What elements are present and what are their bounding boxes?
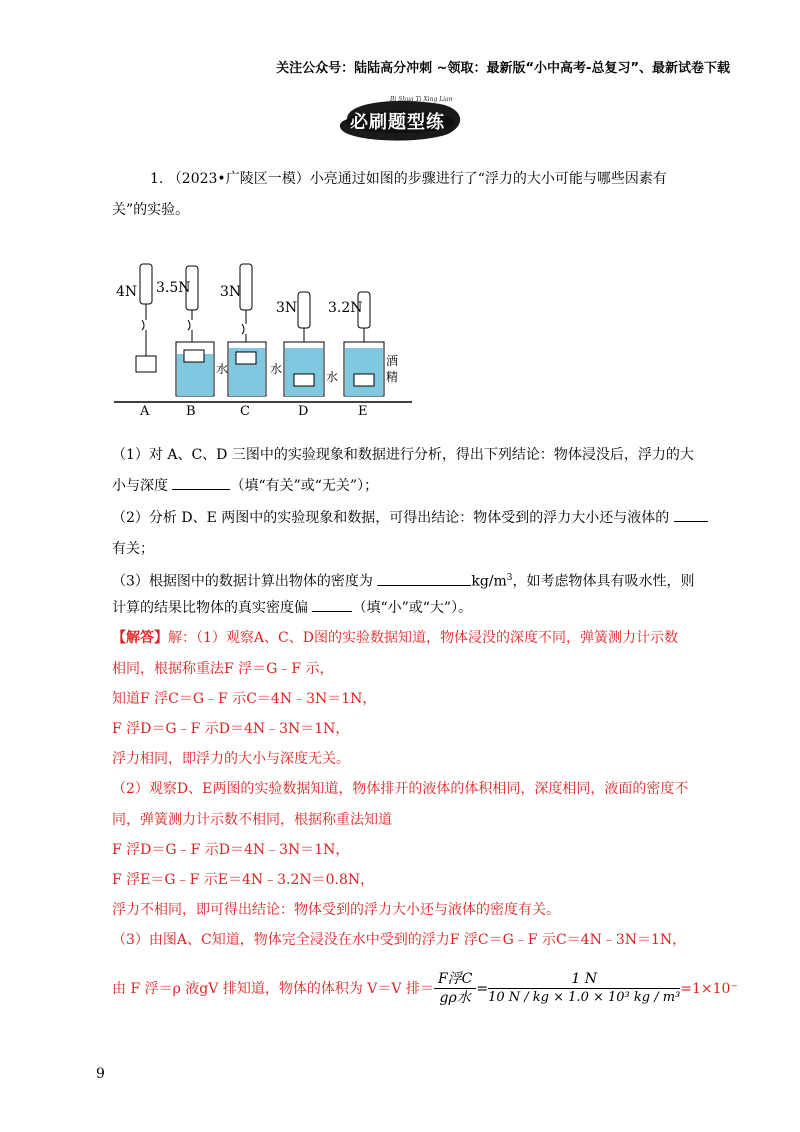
liquid-label-b: 水 — [216, 362, 229, 376]
answer-line-9: F 浮E＝G﹣F 示E＝4N﹣3.2N＝0.8N， — [112, 872, 375, 888]
liquid-label-c: 水 — [270, 362, 283, 376]
sub1-line-b: 小与深度 （填“有关”或“无关”）； — [112, 478, 379, 494]
label-a: A — [140, 404, 150, 419]
label-d: D — [298, 404, 309, 419]
answer-line-1: 【解答】解：（1）观察A、C、D图的实验数据知道，物体浸没的深度不同，弹簧测力计示数 — [112, 630, 678, 646]
answer-line-8: F 浮D＝G﹣F 示D＝4N﹣3N＝1N， — [112, 842, 350, 858]
answer-blank-4[interactable] — [312, 599, 352, 612]
sub3-line-a: （3）根据图中的数据计算出物体的密度为 $kg/m^3$，如考虑物体具有吸水性，则 — [112, 573, 695, 590]
experiment-figure — [108, 258, 418, 420]
answer-line-3: 知道F 浮C＝G﹣F 示C＝4N﹣3N＝1N， — [112, 691, 377, 707]
scale-a — [136, 264, 156, 372]
fraction-values: $\frac{1 N}{\text{10 N / kg × 1.0 × 10³ kg / m³}}$ — [488, 971, 681, 1005]
logo-subtitle: Bi Shua Ti Xing Lian — [390, 96, 453, 103]
liquid-label-d: 水 — [326, 370, 339, 384]
section-logo — [330, 94, 470, 144]
sub3-line-b: 计算的结果比物体的真实密度偏 （填“小”或“大”）。 — [112, 600, 473, 616]
answer-line-7: 同，弹簧测力计示数不相同，根据称重法知道 — [112, 812, 392, 828]
reading-d: 3N — [276, 300, 298, 316]
logo-title: 必刷题型练 — [350, 112, 445, 133]
answer-line-11: （3）由图A、C知道，物体完全浸没在水中受到的浮力F 浮C＝G﹣F 示C＝4N﹣3N＝1N， — [112, 932, 687, 948]
label-e: E — [358, 404, 368, 419]
reading-c: 3N — [220, 284, 242, 300]
question-line-1: 1. （2023•广陵区一模）小亮通过如图的步骤进行了“浮力的大小可能与哪些因素有 — [150, 171, 667, 187]
liquid-label-e-2: 精 — [386, 370, 399, 384]
answer-line-2: 相同，根据称重法F 浮＝G﹣F 示， — [112, 661, 334, 677]
fraction-formula: $\frac{\text{F浮C}}{\text{gρ水}}$ — [434, 970, 476, 1007]
reading-b: 3.5N — [156, 280, 191, 296]
answer-tag: 【解答】 — [112, 630, 168, 646]
liquid-label-e-1: 酒 — [386, 354, 399, 368]
sub2-line-a: （2）分析 D、E 两图中的实验现象和数据，可得出结论：物体受到的浮力大小还与液体的 — [112, 508, 708, 528]
answer-line-4: F 浮D＝G﹣F 示D＝4N﹣3N＝1N， — [112, 721, 350, 737]
reading-a: 4N — [116, 284, 138, 300]
answer-line-6: （2）观察D、E两图的实验数据知道，物体排开的液体的体积相同，深度相同，液面的密度不 — [112, 781, 689, 797]
label-b: B — [186, 404, 196, 419]
reading-e: 3.2N — [328, 300, 363, 316]
page-header: 关注公众号：陆陆高分冲刺 ~领取：最新版“小中高考-总复习”、最新试卷下载 — [276, 61, 730, 76]
answer-line-5: 浮力相同，即浮力的大小与深度无关。 — [112, 751, 350, 767]
answer-blank-1[interactable] — [172, 477, 230, 490]
answer-line-10: 浮力不相同，即可得出结论：物体受到的浮力大小还与液体的密度有关。 — [112, 902, 560, 918]
question-line-2: 关”的实验。 — [112, 202, 190, 218]
sub1-line-a: （1）对 A、C、D 三图中的实验现象和数据进行分析，得出下列结论：物体浸没后，浮力的大 — [112, 447, 694, 463]
answer-blank-3[interactable] — [377, 573, 471, 586]
sub2-line-b: 有关； — [112, 541, 154, 557]
answer-line-12: 由 F 浮＝ρ 液gV 排知道，物体的体积为 V＝V 排＝ $\frac{\text{F浮C}}{\text{gρ水}}$ = $\frac{1 N}{\text{10 N / kg × 1.0 × 10³ kg / m³}}$ =1×10⁻ — [112, 971, 738, 1006]
answer-blank-2[interactable] — [674, 509, 708, 522]
label-c: C — [240, 404, 250, 419]
page-number: 9 — [96, 1066, 105, 1082]
